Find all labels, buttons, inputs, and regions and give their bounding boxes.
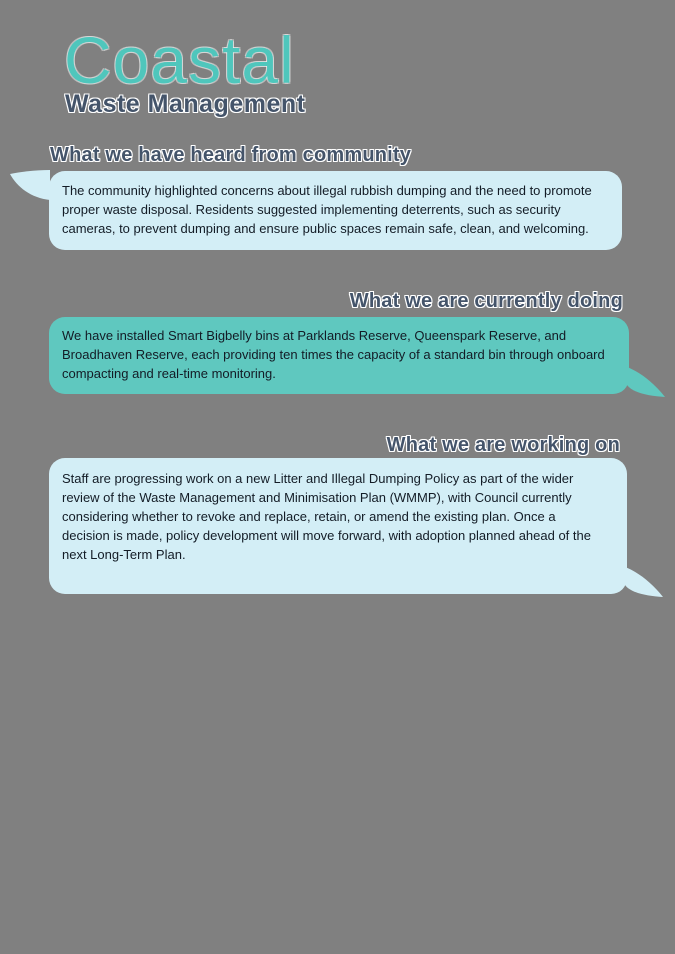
bubble-text-currently-doing: We have installed Smart Bigbelly bins at Parklands Reserve, Queenspark Reserve, and Broadhaven Reserve, each providing ten times the capacity of a standard bin through onboard compacting and real-time monitoring. — [62, 328, 605, 381]
speech-bubble-currently-doing — [49, 317, 629, 394]
page-title: Coastal — [64, 23, 295, 97]
speech-bubble-tail-icon — [627, 365, 666, 399]
speech-bubble-tail-icon — [625, 565, 664, 599]
speech-bubble-working-on — [49, 458, 627, 594]
bubble-text-community-feedback: The community highlighted concerns about illegal rubbish dumping and the need to promote proper waste disposal. Residents suggested implementing deterrents, such as security cameras, to prevent dumping and ensure public spaces remain safe, clean, and welcoming. — [62, 183, 592, 236]
section-heading-community-feedback: What we have heard from community — [50, 144, 412, 166]
section-heading-currently-doing: What we are currently doing — [349, 290, 623, 312]
page-subtitle: Waste Management — [65, 90, 306, 118]
speech-bubble-community-feedback — [49, 171, 622, 250]
bubble-text-working-on: Staff are progressing work on a new Litter and Illegal Dumping Policy as part of the wider review of the Waste Management and Minimisation Plan (WMMP), with Council currently considering whether to revoke and replace, retain, or amend the existing plan. Once a decision is made, policy development will move forward, with adoption planned ahead of the next Long-Term Plan. — [62, 471, 591, 562]
speech-bubble-tail-icon — [10, 170, 50, 202]
section-heading-working-on: What we are working on — [386, 434, 620, 456]
